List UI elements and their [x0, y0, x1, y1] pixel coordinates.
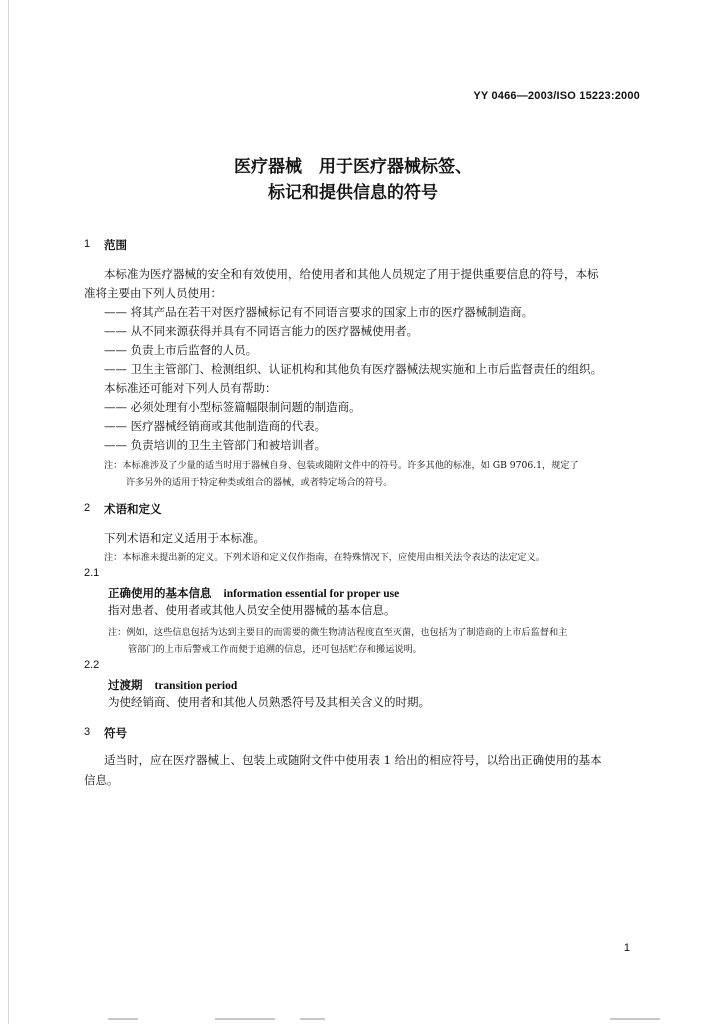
list-item: —— 将其产品在若干对医疗器械标记有不同语言要求的国家上市的医疗器械制造商。 — [104, 305, 534, 319]
section-number: 1 — [84, 238, 91, 250]
list-item: —— 负责培训的卫生主管部门和被培训者。 — [104, 438, 327, 452]
definition: 为使经销商、使用者和其他人员熟悉符号及其相关含义的时期。 — [108, 695, 430, 709]
scan-artifact — [610, 1018, 660, 1020]
note: 注：本标准涉及了少量的适当时用于器械自身、包装或随附文件中的符号。许多其他的标准，如 GB 9706.1，规定了 — [104, 460, 579, 471]
scan-artifact — [300, 1018, 325, 1020]
term-entry — [108, 585, 399, 601]
paragraph: 本标准还可能对下列人员有帮助： — [104, 381, 277, 395]
document-title-line2: 标记和提供信息的符号 — [268, 183, 438, 203]
scan-artifact — [215, 1018, 275, 1020]
document-title-line1: 医疗器械 用于医疗器械标签、 — [234, 157, 472, 177]
paragraph: 信息。 — [84, 773, 119, 787]
subsection-number: 2.1 — [84, 567, 100, 579]
standard-code: YY 0466—2003/ISO 15223:2000 — [473, 90, 640, 102]
list-item: —— 医疗器械经销商或其他制造商的代表。 — [104, 419, 327, 433]
term-zh: 过渡期 — [108, 678, 143, 692]
list-item: —— 负责上市后监督的人员。 — [104, 343, 258, 357]
paragraph: 本标准为医疗器械的安全和有效使用，给使用者和其他人员规定了用于提供重要信息的符号，本标 — [104, 267, 599, 281]
paragraph: 下列术语和定义适用于本标准。 — [104, 531, 265, 545]
note: 注：本标准未提出新的定义。下列术语和定义仅作指南，在特殊情况下，应使用由相关法令表达的法定定义。 — [104, 552, 545, 563]
paragraph: 准将主要由下列人员使用： — [84, 286, 222, 300]
section-heading: 范围 — [104, 238, 127, 252]
definition: 指对患者、使用者或其他人员安全使用器械的基本信息。 — [108, 603, 396, 617]
list-item: —— 必须处理有小型标签篇幅限制问题的制造商。 — [104, 400, 361, 414]
subsection-number: 2.2 — [84, 659, 100, 671]
note: 管部门的上市后警戒工作而便于追溯的信息，还可包括贮存和搬运说明。 — [128, 644, 422, 655]
list-item: —— 从不同来源获得并具有不同语言能力的医疗器械使用者。 — [104, 324, 419, 338]
paragraph: 适当时，应在医疗器械上、包装上或随附文件中使用表 1 给出的相应符号，以给出正确使用的基本 — [104, 753, 602, 767]
note: 许多另外的适用于特定种类或组合的器械，或者特定场合的符号。 — [126, 477, 393, 488]
section-number: 3 — [84, 726, 91, 738]
term-entry — [108, 677, 237, 693]
term-en: information essential for proper use — [223, 588, 400, 600]
section-number: 2 — [84, 502, 91, 514]
term-zh: 正确使用的基本信息 — [108, 586, 212, 600]
term-en: transition period — [154, 680, 238, 692]
note: 注：例如，这些信息包括为达到主要目的而需要的微生物清洁程度直至灭菌，也包括为了制造商的上市后监督和主 — [108, 627, 568, 638]
page-number: 1 — [623, 942, 630, 954]
scan-artifact — [108, 1018, 138, 1020]
section-heading: 符号 — [104, 726, 127, 740]
list-item: —— 卫生主管部门、检测组织、认证机构和其他负有医疗器械法规实施和上市后监督责任的组织。 — [104, 362, 603, 376]
section-heading: 术语和定义 — [104, 502, 162, 516]
